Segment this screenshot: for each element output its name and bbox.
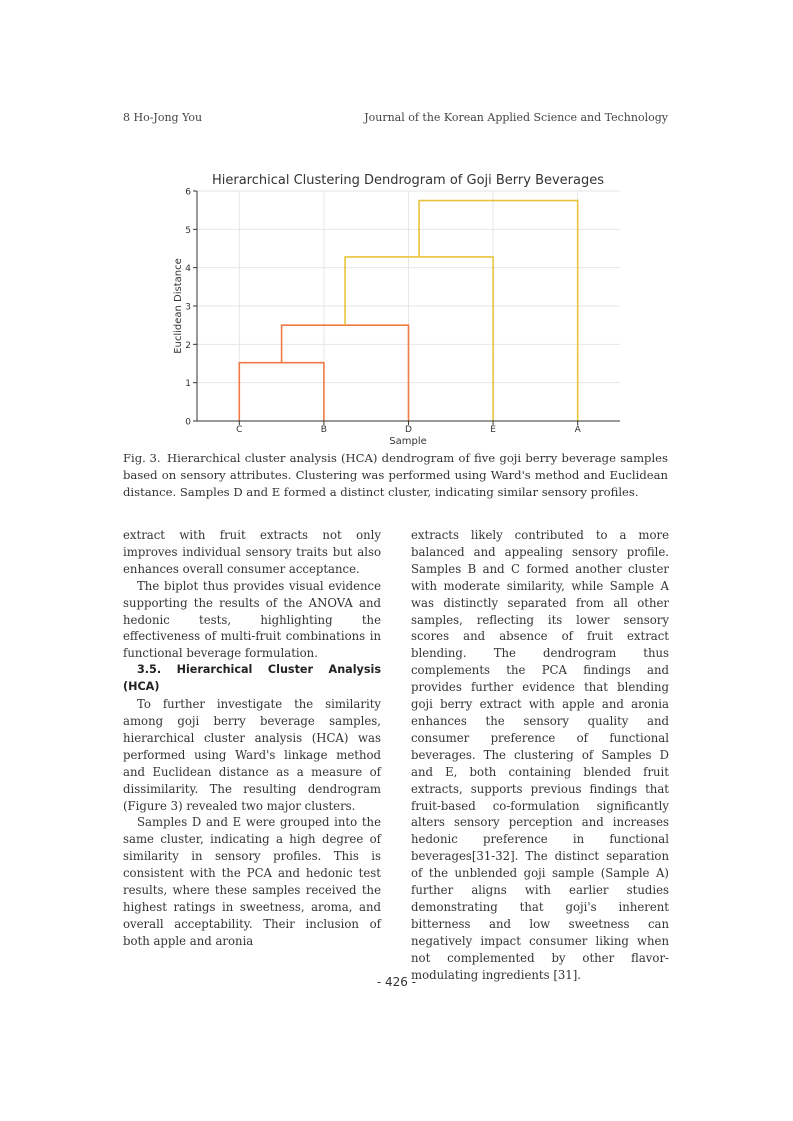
y-tick-label: 3 — [185, 302, 191, 313]
caption-label: Fig. 3. — [123, 451, 161, 465]
body-column-left — [123, 527, 381, 950]
dendrogram-link-3 — [345, 257, 493, 421]
x-axis-label: Sample — [389, 436, 427, 447]
dendrogram-link-2 — [282, 325, 409, 421]
x-tick-label-e: E — [490, 425, 496, 435]
y-tick-label: 5 — [185, 225, 191, 236]
dendrogram-link-1 — [239, 363, 324, 421]
x-tick-label-b: B — [320, 425, 327, 435]
page-number: - 426 - — [376, 975, 417, 989]
chart-title: Hierarchical Clustering Dendrogram of Goji Berry Beverages — [211, 173, 605, 188]
x-tick-label-d: D — [405, 425, 412, 435]
caption-text: Hierarchical cluster analysis (HCA) dendrogram of five goji berry beverage samples based on sensory attributes. Clustering was performed using Ward's method and Euclidean distance. Samples D and E formed a distinct cluster, indicating similar sensory profiles. — [123, 451, 668, 499]
y-tick-label: 2 — [185, 340, 191, 351]
paragraph: extract with fruit extracts not only improves individual sensory traits but also enhances overall consumer acceptance. — [123, 528, 381, 576]
y-ticks — [185, 188, 197, 428]
paragraph: The biplot thus provides visual evidence supporting the results of the ANOVA and hedonic tests, highlighting the effectiveness of multi-fruit combinations in functional beverage formulation. — [123, 578, 381, 661]
running-header-author: 8 Ho-Jong You — [123, 111, 203, 124]
paragraph: Samples D and E were grouped into the same cluster, indicating a high degree of similarity in sensory profiles. This is consistent with the PCA and hedonic test results, where these samples received the highest ratings in sweetness, aroma, and overall acceptability. Their inclusion of both apple and aronia — [123, 815, 381, 948]
y-tick-label: 4 — [185, 264, 191, 275]
body-column-right — [411, 527, 669, 983]
figure-caption — [123, 450, 668, 501]
dendrogram-figure — [0, 0, 793, 450]
dendrogram-link-4 — [419, 201, 578, 421]
y-axis-label: Euclidean Distance — [173, 258, 184, 354]
x-tick-label-a: A — [574, 425, 581, 435]
paragraph: To further investigate the similarity among goji berry beverage samples, hierarchical cluster analysis (HCA) was performed using Ward's linkage method and Euclidean distance as a measure of dissimilarity. The resulting dendrogram (Figure 3) revealed two major clusters. — [123, 697, 381, 813]
section-heading: 3.5. Hierarchical Cluster Analysis (HCA) — [123, 663, 381, 694]
y-tick-label: 0 — [185, 417, 191, 428]
y-tick-label: 6 — [185, 187, 191, 198]
running-header-journal: Journal of the Korean Applied Science and Technology — [364, 111, 668, 124]
x-tick-label-c: C — [236, 425, 243, 435]
x-ticks — [236, 421, 581, 435]
y-tick-label: 1 — [185, 379, 191, 390]
paragraph: extracts likely contributed to a more balanced and appealing sensory profile. Samples B and C formed another cluster with moderate similarity, while Sample A was distinctly separated from all other samples, reflecting its lower sensory scores and absence of fruit extract blending. The dendrogram thus complements the PCA findings and provides further evidence that blending goji berry extract with apple and aronia enhances the sensory quality and consumer preference of functional beverages. The clustering of Samples D and E, both containing blended fruit extracts, supports previous findings that fruit-based co-formulation significantly alters sensory perception and increases hedonic preference in functional beverages[31-32]. The distinct separation of the unblended goji sample (Sample A) further aligns with earlier studies demonstrating that goji's inherent bitterness and low sweetness can negatively impact consumer liking when not complemented by other flavor-modulating ingredients [31]. — [411, 528, 669, 982]
